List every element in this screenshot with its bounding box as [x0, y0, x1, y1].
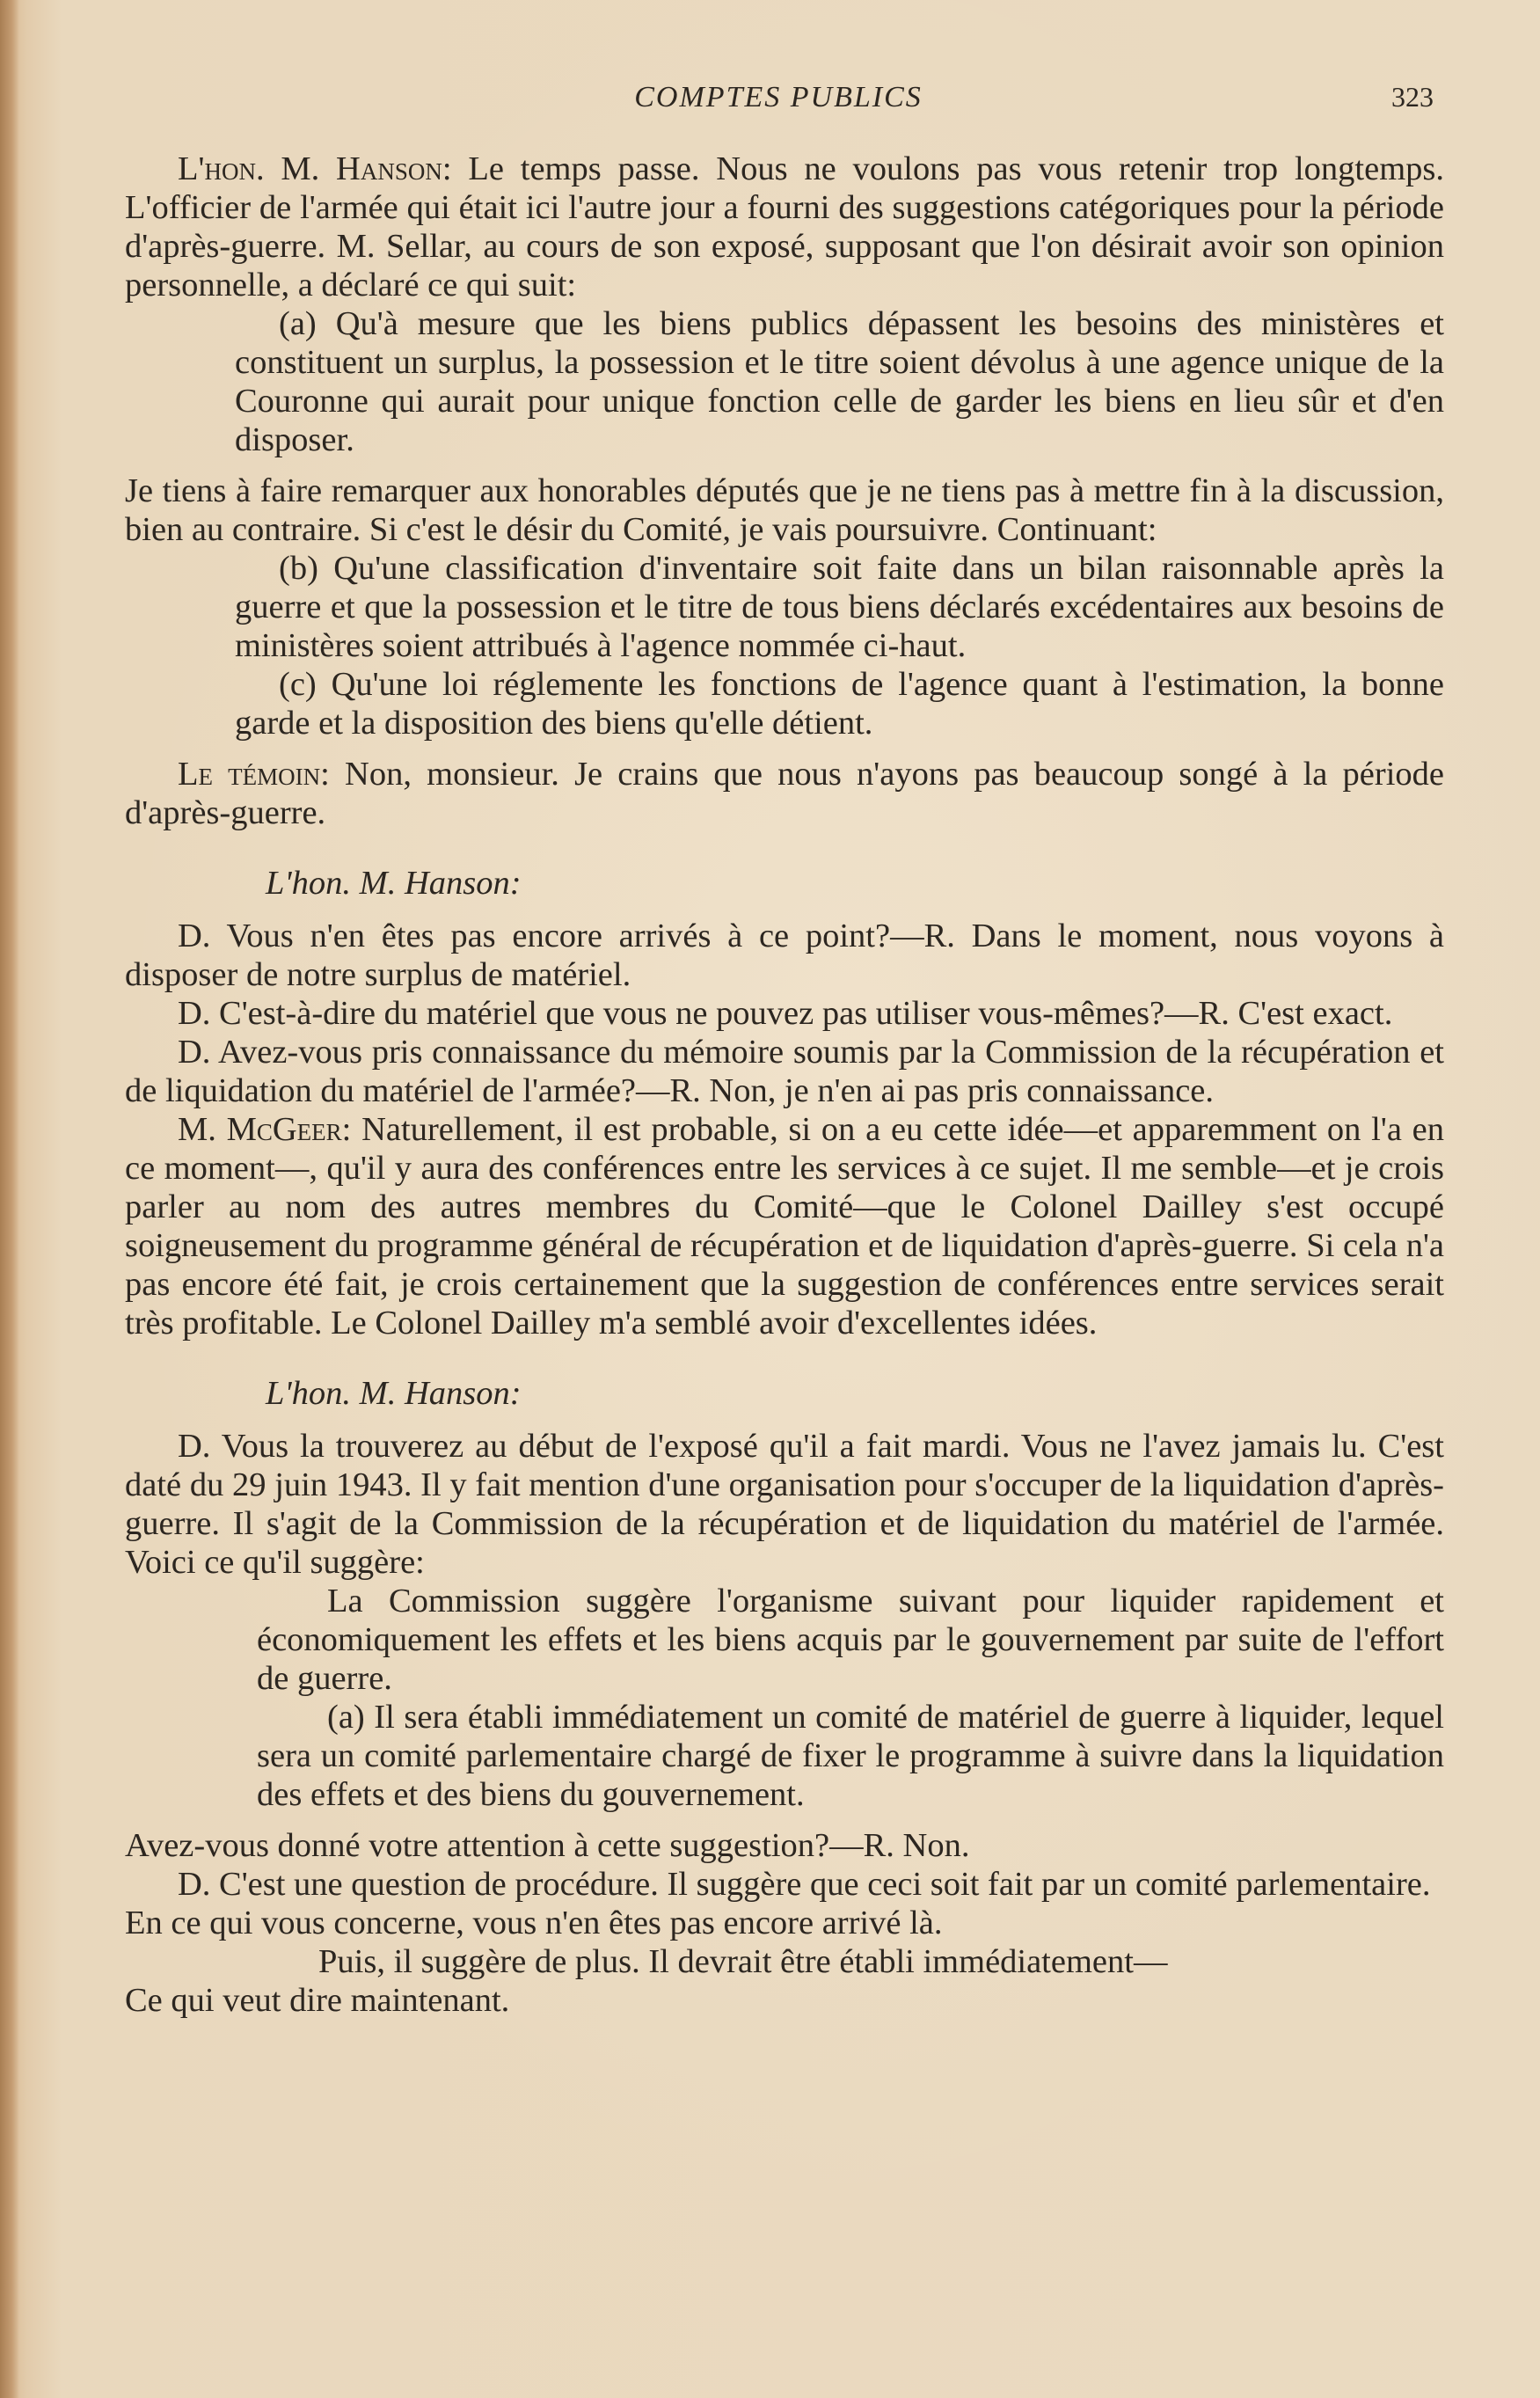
question-answer-1: D. Vous n'en êtes pas encore arrivés à ce point?—R. Dans le moment, nous voyons à disposer de notre surplus de matériel. [125, 918, 1444, 993]
running-title: COMPTES PUBLICS [634, 81, 923, 113]
question-answer-5: D. C'est une question de procédure. Il suggère que ceci soit fait par un comité parlementaire. [178, 1866, 1431, 1903]
paragraph-now: Ce qui veut dire maintenant. [125, 1982, 510, 2019]
paragraph-text: Naturellement, il est probable, si on a eu cette idée—et apparemment on l'a en ce moment—, qu'il y aura des conférences entre les services à ce sujet. Il me semble—et je crois parler au nom des autres membres du Comité—que le Colonel Dailley s'est occupé soigneusement du programme général de récupération et de liquidation d'après-guerre. Si cela n'a pas encore été fait, je crois certainement que la suggestion de conférences entre services serait très profitable. Le Colonel Dailley m'a semblé avoir d'excellentes idées. [125, 1111, 1445, 1342]
page-number: 323 [1391, 81, 1434, 113]
paragraph-text: Le temps passe. Nous ne voulons pas vous retenir trop longtemps. L'officier de l'armée qui était ici l'autre jour a fourni des suggestions catégoriques pour la période d'après-guerre. M. Sellar, au cours de son exposé, supposant que l'on désirait avoir son opinion personnelle, a déclaré ce qui suit: [125, 150, 1444, 303]
page-header [123, 81, 1434, 130]
question-answer-2: D. C'est-à-dire du matériel que vous ne pouvez pas utiliser vous-mêmes?—R. C'est exact. [178, 995, 1393, 1032]
paragraph-hanson-intro [125, 150, 1444, 304]
page-body [125, 150, 1444, 2020]
paragraph-mcgeer [125, 1110, 1444, 1342]
speaker-label: L'hon. M. Hanson: [178, 150, 452, 187]
quote-item-c: (c) Qu'une loi réglemente les fonctions de l'agence quant à l'estimation, la bonne garde et la disposition des biens qu'elle détient. [235, 666, 1444, 742]
quote-item-b: (b) Qu'une classification d'inventaire soit faite dans un bilan raisonnable après la guerre et que la possession et le titre de tous biens déclarés excédentaires aux besoins de ministères soient attribués à l'agence nommée ci-haut. [235, 550, 1444, 664]
speaker-label: M. McGeer: [178, 1111, 352, 1148]
paragraph-concern: En ce qui vous concerne, vous n'en êtes pas encore arrivé là. [125, 1905, 943, 1941]
paragraph-remark: Je tiens à faire remarquer aux honorables députés que je ne tiens pas à mettre fin à la discussion, bien au contraire. Si c'est le désir du Comité, je vais poursuivre. Continuant: [125, 472, 1444, 548]
paragraph-further: Puis, il suggère de plus. Il devrait être établi immédiatement— [318, 1943, 1168, 1980]
paragraph-witness [125, 755, 1444, 832]
speaker-label: Le témoin: [178, 756, 330, 793]
page-binding-edge [0, 0, 19, 2398]
section-heading-hanson-2: L'hon. M. Hanson: [266, 1375, 522, 1412]
paragraph-attention: Avez-vous donné votre attention à cette suggestion?—R. Non. [125, 1827, 970, 1864]
quote-item-a: (a) Qu'à mesure que les biens publics dépassent les besoins des ministères et constituent un surplus, la possession et le titre soient dévolus à une agence unique de la Couronne qui aurait pour unique fonction celle de garder les biens en lieu sûr et d'en disposer. [235, 305, 1444, 458]
paragraph-text: Non, monsieur. Je crains que nous n'ayons pas beaucoup songé à la période d'après-guerre. [125, 756, 1445, 831]
quote-commission-item-a: (a) Il sera établi immédiatement un comité de matériel de guerre à liquider, lequel sera un comité parlementaire chargé de fixer le programme à suivre dans la liquidation des effets et des biens du gouvernement. [257, 1699, 1444, 1813]
quote-commission: La Commission suggère l'organisme suivant pour liquider rapidement et économiquement les effets et les biens acquis par le gouvernement par suite de l'effort de guerre. [257, 1583, 1444, 1697]
section-heading-hanson: L'hon. M. Hanson: [266, 865, 522, 902]
question-answer-4: D. Vous la trouverez au début de l'exposé qu'il a fait mardi. Vous ne l'avez jamais lu. C'est daté du 29 juin 1943. Il y fait mention d'une organisation pour s'occuper de la liquidation d'après-guerre. Il s'agit de la Commission de la récupération et de liquidation du matériel de l'armée. Voici ce qu'il suggère: [125, 1428, 1444, 1581]
question-answer-3: D. Avez-vous pris connaissance du mémoire soumis par la Commission de la récupération et de liquidation du matériel de l'armée?—R. Non, je n'en ai pas pris connaissance. [125, 1034, 1444, 1109]
